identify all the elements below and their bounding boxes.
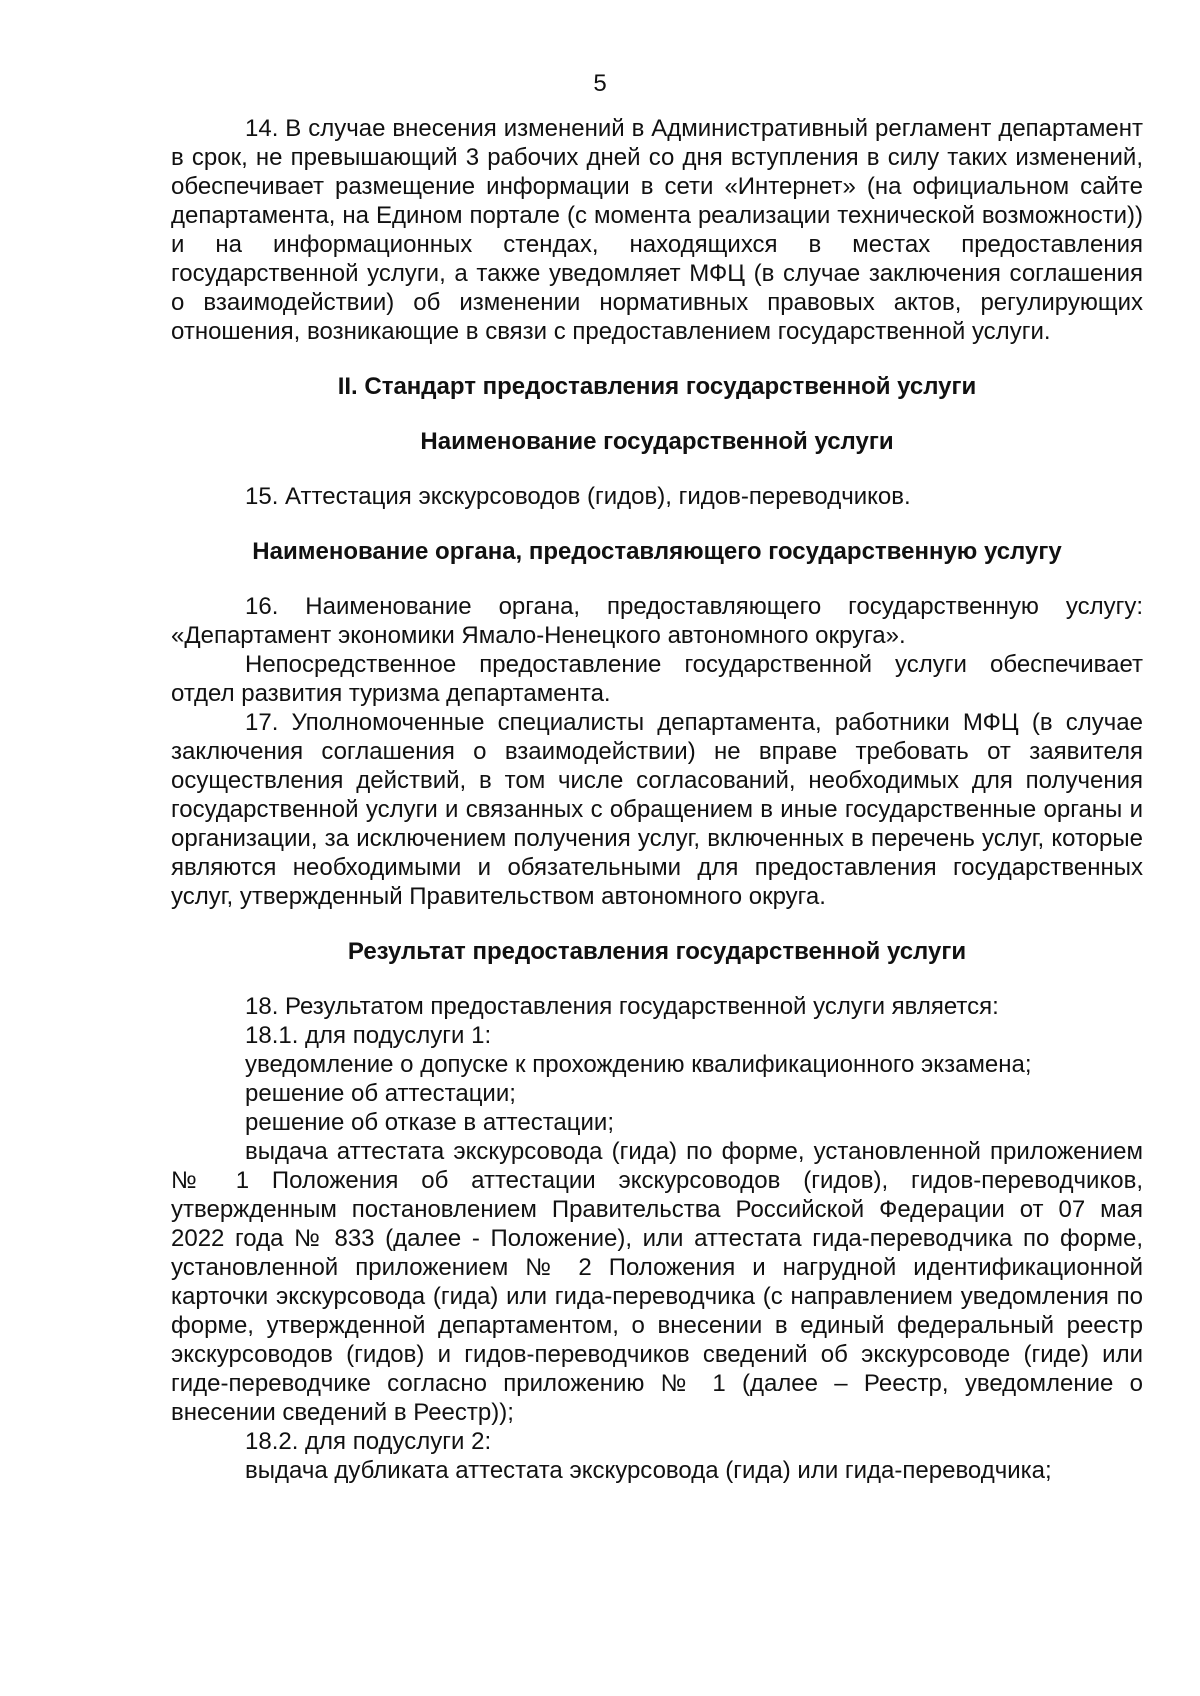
document-body <box>171 114 1143 1485</box>
paragraph-16-b: Непосредственное предоставление государственной услуги обеспечивает отдел развития туризма департамента. <box>171 651 1143 707</box>
paragraph-17: 17. Уполномоченные специалисты департамента, работники МФЦ (в случае заключения соглашения о взаимодействии) не вправе требовать от заявителя осуществления действий, в том числе согласований, необходимых для получения государственной услуги и связанных с обращением в иные государственные органы и организации, за исключением получения услуг, включенных в перечень услуг, которые являются необходимыми и обязательными для предоставления государственных услуг, утвержденный Правительством автономного округа. <box>171 709 1143 910</box>
list-item-certificate-issue: выдача аттестата экскурсовода (гида) по форме, установленной приложением № 1 Положения об аттестации экскурсоводов (гидов), гидов-переводчиков, утвержденным постановлением Правительства Российской Федерации от 07 мая 2022 года № 833 (далее - Положение), или аттестата гида-переводчика по форме, установленной приложением № 2 Положения и нагрудной идентификационной карточки экскурсовода (гида) или гида-переводчика (с направлением уведомления по форме, утвержденной департаментом, о внесении в единый федеральный реестр экскурсоводов (гидов) и гидов-переводчиков сведений об экскурсоводе (гиде) или гиде-переводчике согласно приложению № 1 (далее – Реестр, уведомление о внесении сведений в Реестр)); <box>171 1138 1143 1426</box>
heading-result: Результат предоставления государственной услуги <box>347 938 967 965</box>
section-title: II. Стандарт предоставления государственной услуги <box>337 373 977 400</box>
heading-service-name: Наименование государственной услуги <box>420 428 894 455</box>
paragraph-18: 18. Результатом предоставления государственной услуги является: <box>245 993 999 1020</box>
list-item-duplicate: выдача дубликата аттестата экскурсовода (гида) или гида-переводчика; <box>245 1457 1052 1484</box>
list-item-refusal: решение об отказе в аттестации; <box>245 1109 614 1136</box>
list-item-notification: уведомление о допуске к прохождению квалификационного экзамена; <box>245 1051 1032 1078</box>
paragraph-16: 16. Наименование органа, предоставляющего государственную услугу: «Департамент экономики Ямало-Ненецкого автономного округа». <box>171 593 1143 649</box>
heading-organ: Наименование органа, предоставляющего государственную услугу <box>252 538 1062 565</box>
list-item-decision: решение об аттестации; <box>245 1080 516 1107</box>
paragraph-15: 15. Аттестация экскурсоводов (гидов), гидов-переводчиков. <box>245 483 911 510</box>
paragraph-18-1: 18.1. для подуслуги 1: <box>245 1022 492 1049</box>
paragraph-14: 14. В случае внесения изменений в Административный регламент департамент в срок, не превышающий 3 рабочих дней со дня вступления в силу таких изменений, обеспечивает размещение информации в сети «Интернет» (на официальном сайте департамента, на Едином портале (с момента реализации технической возможности)) и на информационных стендах, находящихся в местах предоставления государственной услуги, а также уведомляет МФЦ (в случае заключения соглашения о взаимодействии) об изменении нормативных правовых актов, регулирующих отношения, возникающие в связи с предоставлением государственной услуги. <box>171 115 1143 345</box>
paragraph-18-2: 18.2. для подуслуги 2: <box>245 1428 492 1455</box>
page-number: 5 <box>593 70 607 97</box>
